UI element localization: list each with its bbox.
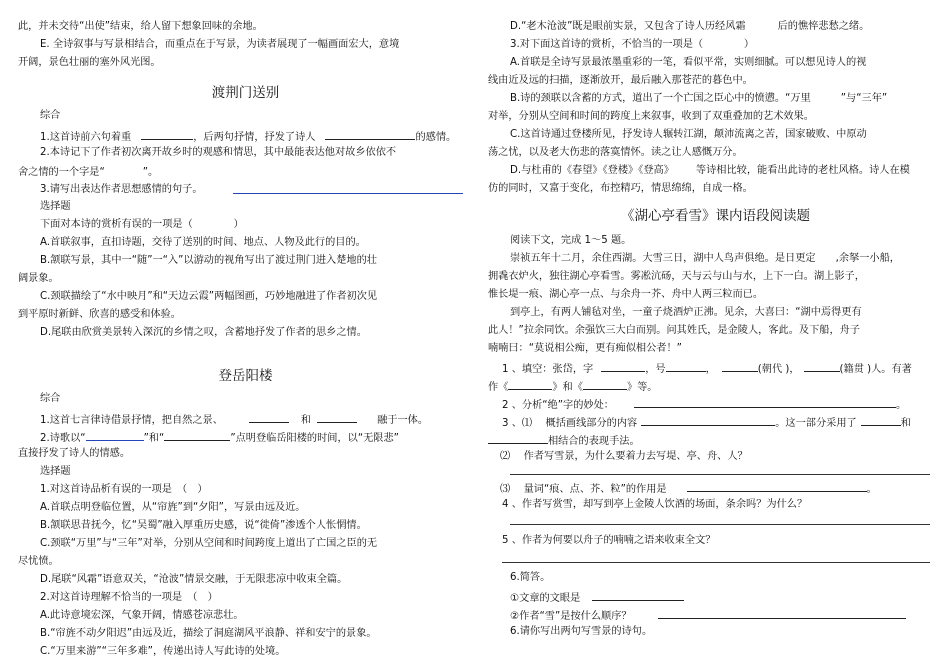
question-2 (502, 396, 906, 410)
q-text: D.与杜甫的《春望》《登楼》《登高》 (510, 165, 674, 176)
option-a: A.首联叙事，直扣诗题，交待了送别的时间、地点、人物及此行的目的。 (40, 237, 366, 248)
q-text: 舍之情的一个字是“ (18, 167, 105, 178)
answer-blank[interactable] (249, 411, 289, 423)
mc-stem: 2.对这首诗理解不恰当的一项是 （ ） (40, 592, 218, 603)
q-text: 等诗相比较，能看出此诗的老杜风格。诗人在模 (695, 165, 910, 176)
section-label: 选择题 (40, 466, 71, 477)
option-b (510, 92, 887, 106)
text-line: 此，并未交待“出使”结束，给人留下想象回味的余地。 (18, 21, 263, 32)
q-text: 1 、填空：张岱，字 (502, 364, 594, 375)
answer-blank[interactable] (641, 414, 775, 426)
answer-blank[interactable] (592, 589, 684, 601)
answer-line[interactable] (510, 524, 930, 525)
option-c: C.颈联“万里”与“三年”对举，分别从空间和时间跨度上道出了亡国之臣的无 (40, 538, 378, 549)
section-label: 综合 (40, 110, 61, 121)
option-c-cont: 荡之忧，以及老大伤悲的落寞情怀。读之让人感慨万分。 (488, 147, 743, 158)
q-text: 》等。 (626, 382, 658, 393)
option-d: D.尾联由欣赏美景转入深沉的乡情之叹，含蓄地抒发了作者的思乡之情。 (40, 327, 367, 338)
answer-blank[interactable] (804, 360, 840, 372)
answer-blank[interactable] (634, 396, 896, 408)
option-b: B.颔联写景，其中一“随”一“入”以游动的视角写出了渡过荆门进入楚地的壮 (40, 255, 377, 266)
answer-blank[interactable] (601, 360, 645, 372)
q-text: 相结合的表现手法。 (548, 436, 640, 447)
answer-line[interactable] (502, 562, 930, 563)
q-text: ”点明登临岳阳楼的时间，以“无限悲” (230, 433, 399, 444)
question-5: 5 、作者为何要以舟子的喃喃之语来收束全文？ (502, 535, 716, 546)
q-text: (籍贯 )人。有著 (839, 364, 912, 375)
option-d-cont: 仿的同时，又富于变化，布控精巧，情思绵绵，自成一格。 (488, 183, 753, 194)
option-b: B.颔联思昔抚今，忆“吴蜀”融入厚重历史感，说“徙倚”渗透个人怅惘情。 (40, 520, 367, 531)
q-text: 1.这首诗前六句着重 (40, 132, 132, 143)
answer-blank[interactable] (141, 128, 193, 140)
option-a: A.首联是全诗写景最浓墨重彩的一笔，看似平常，实则细腻。可以想见诗人的视 (510, 57, 867, 68)
q-text: 1.这首七言律诗借景抒情，把自然之景、 (40, 415, 223, 426)
q-text: ②作者“雪”是按什么顺序？ (510, 611, 632, 622)
question-6: 6.简答。 (510, 572, 551, 583)
q-text: 后的憔悴悲愁之绪。 (777, 21, 870, 32)
text-line: 开阔，景色壮丽的塞外风光图。 (18, 57, 161, 68)
passage-line: 此人！”拉余同饮。余强饮三大白而别。问其姓氏，是金陵人，客此。及下船，舟子 (488, 325, 861, 336)
answer-blank[interactable] (666, 360, 706, 372)
question-6-3: 6.请你写出两句写雪景的诗句。 (510, 626, 653, 637)
option-a: A.首联点明登临位置，从“帘旌”到“夕阳”，写景由远及近。 (40, 502, 306, 513)
question-2 (40, 429, 399, 443)
answer-line[interactable] (233, 193, 463, 194)
answer-blank[interactable] (164, 429, 230, 441)
question-3-1 (502, 414, 911, 428)
section-label: 选择题 (40, 201, 71, 212)
question-2: 2.本诗记下了作者初次离开故乡时的观感和情思，其中最能表达他对故乡依依不 (40, 147, 397, 158)
passage-line: 惟长堤一痕、湖心亭一点、与余舟一芥、舟中人两三粒而已。 (488, 289, 764, 300)
q-text: 融于一体。 (377, 415, 429, 426)
answer-blank[interactable] (105, 164, 143, 175)
q-text: ，后两句抒情，抒发了诗人 (193, 132, 316, 143)
option-c: C.颈联描绘了“水中映月”和“天边云霞”两幅图画，巧妙地融进了作者初次见 (40, 291, 378, 302)
q-text: 3 、⑴ 概括画线部分的内容 (502, 418, 638, 429)
answer-blank[interactable] (317, 411, 357, 423)
passage-line (510, 252, 900, 266)
option-e: E. 全诗叙事与写景相结合，而重点在于写景，为读者展现了一幅画面宏大，意境 (40, 39, 400, 50)
question-4: 4 、作者写赏雪，却写到亭上金陵人饮酒的场面，条余吗？为什么？ (502, 499, 808, 510)
question-3-1-cont (488, 432, 640, 446)
q-text: (朝代 )， (757, 364, 800, 375)
q-text: ”。 (142, 167, 159, 178)
poem-title-dengyueyang: 登岳阳楼 (218, 368, 273, 384)
q-text: 和 (900, 418, 911, 429)
section-label: 综合 (40, 393, 61, 404)
option-b-cont: 对举，分别从空间和时间的跨度上来叙事，收到了双重叠加的艺术效果。 (488, 111, 814, 122)
question-1-cont (488, 378, 658, 392)
option-a-cont: 线由近及远的扫描，逐渐放开，最后融入那苍茫的暮色中。 (488, 75, 753, 86)
answer-blank[interactable] (86, 429, 144, 441)
q-text: 的感情。 (415, 132, 457, 143)
question-2-cont: 直接抒发了诗人的情感。 (18, 448, 131, 459)
question-3-2: ⑵ 作者写雪景，为什么要着力去写堤、亭、舟、人？ (500, 451, 748, 462)
question-1 (40, 128, 456, 142)
answer-blank[interactable] (488, 432, 548, 444)
q-text: 。这一部分采用了 (775, 418, 857, 429)
answer-blank[interactable] (583, 378, 627, 390)
option-c-cont: 到平原时新鲜、欣喜的感受和体验。 (18, 309, 181, 320)
question-3-3 (500, 480, 877, 494)
answer-blank[interactable] (861, 414, 901, 426)
q-text: D.“老木沧波”既是眼前实景，又包含了诗人历经风霜 (510, 21, 746, 32)
option-d (510, 164, 910, 178)
instruction: 阅读下文，完成 1～5 题。 (510, 235, 632, 246)
question-1 (502, 360, 912, 374)
passage-text: ,余拏一小船， (835, 253, 900, 264)
answer-blank[interactable] (508, 378, 552, 390)
question-6-1 (510, 589, 684, 603)
q-text: ”和“ (143, 433, 165, 444)
option-c-cont: 尽忧愤。 (18, 556, 59, 567)
option-c: C.“万里来游”“三年多难”，传递出诗人写此诗的处境。 (40, 646, 286, 657)
option-b-cont: 阔景象。 (18, 273, 59, 284)
q-text: ，号 (645, 364, 666, 375)
passage-line: 喃喃曰：“莫说相公痴，更有痴似相公者！” (488, 343, 682, 354)
q-text: 。 (895, 400, 907, 411)
answer-line[interactable] (510, 474, 930, 475)
mc-stem: 3.对下面这首诗的赏析，不恰当的一项是（ ） (510, 39, 755, 50)
reading-title: 《湖心亭看雪》课内语段阅读题 (621, 208, 810, 224)
mc-stem: 1.对这首诗品析有误的一项是 （ ） (40, 484, 208, 495)
option-b: B.“帘旌不动夕阳迟”由远及近，描绘了洞庭湖风平浪静、祥和安宁的景象。 (40, 628, 377, 639)
option-d: D.尾联“风霜”语意双关，“沧波”情景交融，于无限悲凉中收束全篇。 (40, 574, 348, 585)
answer-blank[interactable] (687, 480, 867, 492)
question-1 (40, 411, 428, 425)
q-text: 和 (300, 415, 312, 426)
q-text: ⑶ 量词“痕、点、芥、粒”的作用是 (500, 484, 667, 495)
answer-blank[interactable] (325, 128, 415, 140)
answer-blank[interactable] (722, 360, 758, 372)
q-text: 。 (866, 484, 877, 495)
option-c: C.这首诗通过登楼所见，抒发诗人辗转江湖，颠沛流离之苦，国家破败、中原动 (510, 129, 867, 140)
q-text: 》和《 (552, 382, 583, 393)
option-d (510, 20, 869, 34)
q-text: B.诗的颈联以含蓄的方式，道出了一个亡国之臣心中的愤懑。“万里 (510, 93, 811, 104)
answer-blank[interactable] (658, 607, 906, 619)
q-text: ， (705, 364, 716, 375)
q-text: 2.诗歌以“ (40, 433, 86, 444)
passage-line: 拥毳衣炉火，独往湖心亭看雪。雾凇沆砀，天与云与山与水，上下一白。湖上影子， (488, 271, 865, 282)
option-a: A.此诗意境宏深，气象开阔，情感苍凉悲壮。 (40, 610, 244, 621)
passage-text: 崇祯五年十二月，余住西湖。大雪三日，湖中人鸟声俱绝。是日更定 (510, 253, 816, 264)
question-3: 3.请写出表达作者思想感情的句子。 (40, 184, 203, 195)
q-text: ”与“三年” (840, 93, 888, 104)
q-text: 作《 (488, 382, 509, 393)
poem-title-dujingmen: 渡荆门送别 (211, 85, 280, 101)
mc-stem: 下面对本诗的赏析有误的一项是（ ） (40, 219, 244, 230)
question-2-cont (18, 164, 158, 178)
passage-line: 到亭上，有两人铺毡对坐，一童子烧酒炉正沸。见余，大喜曰：“湖中焉得更有 (510, 307, 862, 318)
question-6-2 (510, 607, 906, 621)
q-text: ①文章的文眼是 (510, 593, 581, 604)
q-text: 2 、分析“绝”字的妙处： (502, 400, 614, 411)
